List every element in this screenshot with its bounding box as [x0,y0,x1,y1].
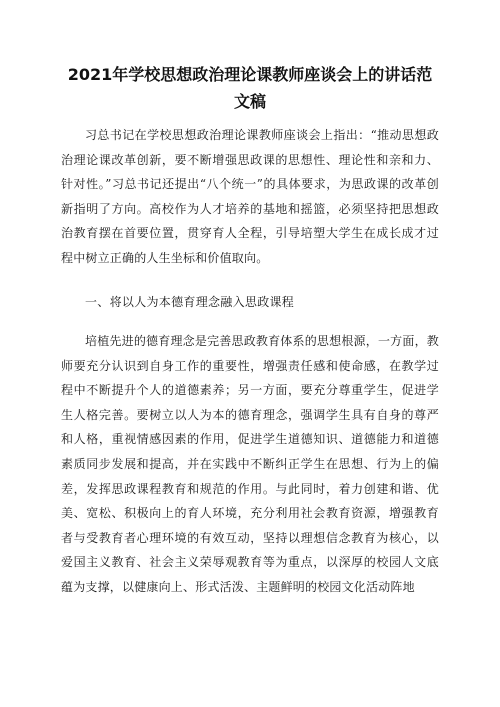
paragraph-intro: 习总书记在学校思想政治理论课教师座谈会上指出：“推动思想政治理论课改革创新，要不断增强思政课的思想性、理论性和亲和力、针对性。”习总书记还提出“八个统一”的具体要求，为思政课的改革创新指明了方向。高校作为人才培养的基地和摇篮，必须坚持把思想政治教育摆在首要位置，贯穿育人全程，引导培塑大学生在成长成才过程中树立正确的人生坐标和价值取向。 [61,128,439,265]
section-heading: 一、将以人为本德育理念融入思政课程 [85,295,295,309]
document-title: 2021年学校思想政治理论课教师座谈会上的讲话范文稿 [67,65,433,111]
paragraph-body: 培植先进的德育理念是完善思政教育体系的思想根源，一方面，教师要充分认识到自身工作的重要性，增强责任感和使命感，在教学过程中不断提升个人的道德素养；另一方面，要充分尊重学生，促进学生人格完善。要树立以人为本的德育理念，强调学生具有自身的尊严和人格，重视情感因素的作用，促进学生道德知识、道德能力和道德素质同步发展和提高，并在实践中不断纠正学生在思想、行为上的偏差，发挥思政课程教育和规范的作用。与此同时，着力创建和谐、优美、宽松、积极向上的育人环境，充分利用社会教育资源，增强教育者与受教育者心理环境的有效互动，坚持以理想信念教育为核心，以爱国主义教育、社会主义荣辱观教育等为重点，以深厚的校园人文底蕴为支撑，以健康向上、形式活泼、主题鲜明的校园文化活动阵地 [61,334,439,594]
